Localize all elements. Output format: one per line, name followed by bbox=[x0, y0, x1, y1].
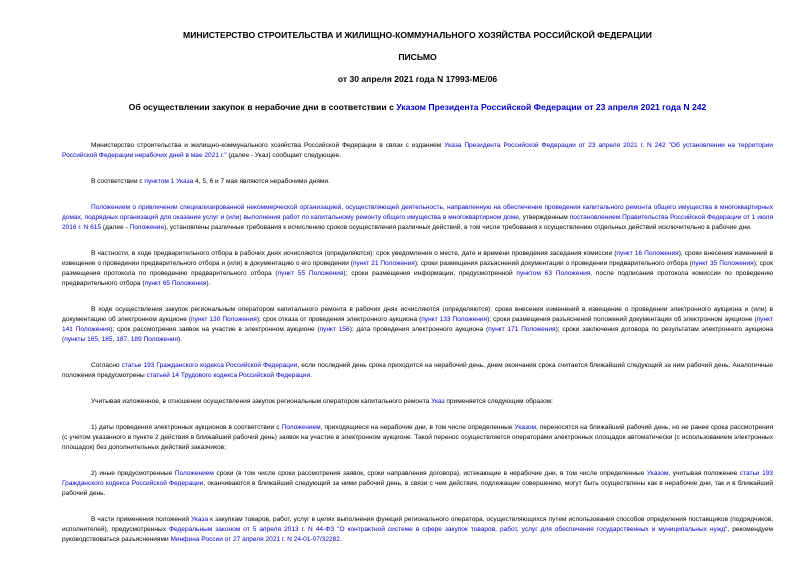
link-ukaz[interactable]: Указ bbox=[431, 398, 445, 405]
text: 4, 5, 6 и 7 мая являются нерабочими днями. bbox=[193, 178, 330, 185]
text: Министерство строительства и жилищно-коммунального хозяйства Российской Федерации в связи с изданием bbox=[91, 142, 445, 149]
paragraph-4 bbox=[62, 249, 773, 289]
link-punkt-141[interactable]: пункт 141 Положения bbox=[62, 316, 774, 333]
text: ); срок рассмотрения заявок на участие в электронном аукционе ( bbox=[110, 326, 320, 333]
paragraph-5 bbox=[62, 305, 773, 345]
text: ). bbox=[206, 280, 211, 287]
text: В части применения положений bbox=[91, 516, 192, 523]
text: , рекомендуем руководствоваться разъяснениями bbox=[62, 526, 773, 543]
text: 2) иные предусмотренные bbox=[91, 470, 175, 477]
link-punkt-133[interactable]: пункт 133 Положения bbox=[421, 316, 488, 323]
text: Согласно bbox=[91, 362, 122, 369]
document-kind: ПИСЬМО bbox=[398, 52, 437, 62]
text: , переносятся на ближайший рабочий день, но не ранее срока рассмотрения (с учетом указанного в пункте 2 действия в ближайший рабочий день) заявок на участие в электронном аукционе. Такой перенос осуществляется операторами электронных площадок автоматически (с использованием электронных площадок) без дополнительных действий заказчиков; bbox=[62, 424, 773, 451]
link-tk-statya-14[interactable]: статьей 14 Трудового кодекса Российской Федерации bbox=[146, 372, 311, 379]
text: ); сроки заключения договора по результатам электронного аукциона ( bbox=[62, 326, 773, 343]
paragraph-10 bbox=[62, 515, 773, 545]
text: применяется следующим образом: bbox=[444, 398, 553, 405]
text: ); сроки размещения информации, предусмотренной bbox=[343, 270, 517, 277]
text: . bbox=[339, 536, 342, 543]
link-gk-statya-193[interactable]: статьи 193 Гражданского кодекса Российской Федерации bbox=[62, 470, 773, 487]
ministry-title: МИНИСТЕРСТВО СТРОИТЕЛЬСТВА И ЖИЛИЩНО-КОММУНАЛЬНОГО ХОЗЯЙСТВА РОССИЙСКОЙ ФЕДЕРАЦИИ bbox=[183, 30, 652, 40]
text: ); срок размещения протокола по проведению предварительного отбора ( bbox=[62, 260, 774, 277]
link-polozhenie[interactable]: Положением bbox=[174, 470, 214, 477]
link-punkt-21[interactable]: пункт 21 Положения bbox=[352, 260, 415, 267]
paragraph-2 bbox=[62, 177, 773, 187]
link-ukaz[interactable]: Указом bbox=[514, 424, 537, 431]
text: , утвержденным bbox=[518, 214, 570, 221]
text: 1) даты проведения электронных аукционов в соответствии с bbox=[91, 424, 282, 431]
text: Учитывая изложенное, в отношении осуществления закупок региональным оператором капитального ремонта bbox=[91, 398, 432, 405]
text: ). bbox=[178, 336, 183, 343]
paragraph-7 bbox=[62, 397, 773, 407]
link-punkt-156[interactable]: пункт 156 bbox=[319, 326, 350, 333]
text: , после подписания протокола комиссии по проведению предварительного отбора ( bbox=[62, 270, 773, 287]
text: ); сроки размещения разъяснений документации о проведении предварительного отбора ( bbox=[414, 260, 692, 267]
link-ukaz[interactable]: Указа Президента Российской Федерации от 23 апреля 2021 г. N 242 "Об установлении на территории Российской Федерации нерабочих дней в мае 2021 г." bbox=[62, 142, 773, 159]
link-minfin-razyasneniya[interactable]: Минфина России от 27 апреля 2021 г. N 24-01-07/32282 bbox=[170, 536, 340, 543]
paragraph-9 bbox=[62, 469, 773, 499]
link-ukaz-242[interactable]: Указом Президента Российской Федерации от 23 апреля 2021 года N 242 bbox=[396, 102, 707, 112]
text: сроки (в том числе сроки рассмотрения заявок, сроки направления договора), истекающие в нерабочие дни, в том числе определенные bbox=[213, 470, 647, 477]
link-ukaz[interactable]: Указом bbox=[646, 470, 669, 477]
text: ), установлены различные требования к исчислению сроков осуществления различных действий, в том числе требования к осуществлению отдельных действий исключительно в рабочие дни. bbox=[164, 224, 752, 231]
text: В частности, в ходе предварительного отбора в рабочих днях исчисляются (определяются): срок уведомления о месте, дате и времени проведения заседания комиссии ( bbox=[91, 250, 617, 257]
link-punkt-16[interactable]: пункт 16 Положения bbox=[616, 250, 679, 257]
text: ); сроки внесения изменений в извещение о проведении предварительного отбора и (или) в документацию о его проведении ( bbox=[62, 250, 773, 267]
text: (далее - Указ) сообщает следующее. bbox=[226, 152, 342, 159]
text: , оканчиваются в ближайший следующий за ними рабочий день, в связи с чем действия, подлежащие совершению, могут быть осуществлены как в нерабочие дни, так и в ближайший рабочий день. bbox=[62, 480, 773, 497]
text: , приходящиеся на нерабочие дни, в том числе определенные bbox=[320, 424, 515, 431]
link-gk-statya-193[interactable]: статье 193 Гражданского кодекса Российской Федерации bbox=[121, 362, 298, 369]
paragraph-1 bbox=[62, 141, 773, 161]
subject-text: Об осуществлении закупок в нерабочие дни в соответствии с bbox=[128, 102, 397, 112]
link-punkt-171[interactable]: пункт 171 Положения bbox=[488, 326, 556, 333]
link-punkt-55[interactable]: пункт 55 Положения bbox=[277, 270, 344, 277]
link-punkt-63[interactable]: пунктом 63 Положения bbox=[516, 270, 591, 277]
link-punkty-165-189[interactable]: пункты 165, 185, 187, 189 Положения bbox=[64, 336, 179, 343]
link-44-fz[interactable]: Федеральным законом от 5 апреля 2013 г. N 44-ФЗ "О контрактной системе в сфере закупок товаров, работ, услуг для обеспечения государственных и муниципальных нужд" bbox=[169, 526, 728, 533]
link-ukaz[interactable]: Указа bbox=[191, 516, 209, 523]
link-punkt-65[interactable]: пункт 65 Положения bbox=[144, 280, 207, 287]
text: ); дата проведения электронного аукциона ( bbox=[349, 326, 489, 333]
document-subject bbox=[62, 102, 773, 113]
link-polozhenie[interactable]: Положением bbox=[281, 424, 321, 431]
text: В соответствии с bbox=[91, 178, 145, 185]
link-punkt-130[interactable]: пункт 130 Положения bbox=[191, 316, 257, 323]
text: В ходе осуществления закупок региональным оператором капитального ремонта в рабочих днях исчисляются (определяются): сроки внесения изменений в извещение о проведении электронного аукциона и (или) в документацию об электронном аукционе ( bbox=[62, 306, 773, 323]
text: ); срок отказа от проведения электронного аукциона ( bbox=[256, 316, 422, 323]
text: , если последний день срока приходится на нерабочий день, днем окончания срока считается ближайший следующий за ним рабочий день. Аналогичные положения предусмотрены bbox=[62, 362, 773, 379]
text: . bbox=[310, 372, 312, 379]
document-date-number: от 30 апреля 2021 года N 17993-МЕ/06 bbox=[337, 74, 498, 84]
link-postanovlenie-615[interactable]: постановлением Правительства Российской Федерации от 1 июля 2016 г. N 615 bbox=[62, 214, 773, 231]
paragraph-8 bbox=[62, 423, 773, 453]
link-punkt-35[interactable]: пункт 35 Положения bbox=[691, 260, 754, 267]
text: к закупкам товаров, работ, услуг в целях выполнения функций регионального оператора, осуществляющихся путем использования способов определения поставщиков (подрядчиков, исполнителей), предусмотренных bbox=[62, 516, 774, 533]
document-body bbox=[62, 141, 773, 545]
link-polozhenie[interactable]: Положение bbox=[129, 224, 165, 231]
link-polozhenie-title[interactable]: Положением о привлечении специализированной некоммерческой организацией, осуществляющей деятельность, направленную на обеспечение проведения капитального ремонта общего имущества в многоквартирных домах, подрядных организаций для оказания услуг и (или) выполнения работ по капитальному ремонту общего имущества в многоквартирном доме bbox=[62, 204, 773, 221]
paragraph-6 bbox=[62, 361, 773, 381]
text: ); сроки размещения разъяснений положений документации об электронном аукционе ( bbox=[487, 316, 757, 323]
paragraph-3 bbox=[62, 203, 773, 233]
text: (далее - bbox=[101, 224, 130, 231]
link-punkt-1-ukaza[interactable]: пунктом 1 Указа bbox=[144, 178, 194, 185]
text: , учитывая положение bbox=[668, 470, 740, 477]
